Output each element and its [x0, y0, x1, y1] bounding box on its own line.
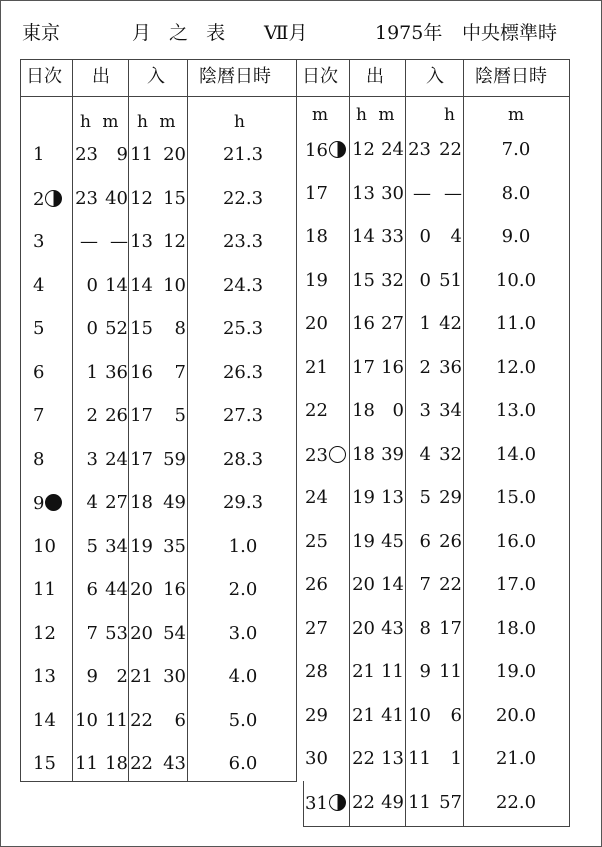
col-header-rise-left: 出	[92, 66, 110, 87]
first-quarter-icon	[45, 190, 62, 207]
day-number: 14	[33, 709, 56, 731]
day-number: 29	[305, 704, 328, 726]
moon-age: 4.0	[228, 666, 258, 687]
set-hour: 3	[419, 400, 431, 421]
day-number: 15	[33, 753, 56, 774]
col-header-age-left: 陰暦日時	[199, 66, 271, 87]
set-minute: 11	[439, 661, 462, 682]
set-minute: 35	[163, 535, 186, 557]
set-hour: 11	[130, 144, 153, 165]
day-number: 19	[305, 269, 328, 291]
day-cell	[305, 446, 346, 465]
day-number: 22	[305, 400, 328, 421]
right-table-extension-rule	[303, 781, 304, 826]
rise-hour: 0	[86, 318, 98, 339]
rise-minute: 26	[105, 405, 128, 426]
set-minute: 30	[163, 666, 186, 687]
set-minute: 16	[163, 579, 186, 600]
set-hour: 20	[130, 622, 153, 644]
moon-age: 24.3	[222, 274, 264, 296]
rise-minute: 27	[381, 313, 404, 334]
day-cell	[33, 755, 56, 773]
set-hour: 20	[130, 579, 153, 600]
set-minute: 22	[439, 574, 462, 595]
day-number: 6	[33, 361, 45, 383]
day-cell	[305, 794, 346, 813]
moon-age: 15.0	[495, 487, 537, 508]
right-table-header-rule	[296, 96, 570, 97]
set-minute: 36	[439, 356, 462, 378]
set-hour: 11	[408, 791, 431, 813]
day-cell	[33, 709, 56, 731]
rise-hour: 23	[75, 144, 98, 165]
day-number: 13	[33, 666, 56, 687]
rise-hour: 20	[352, 574, 375, 595]
moon-age: 25.3	[222, 318, 264, 339]
day-cell	[33, 146, 44, 164]
moon-age: 3.0	[228, 622, 258, 644]
day-number: 18	[305, 226, 328, 247]
set-minute: 5	[174, 405, 186, 426]
rise-hour: 13	[352, 182, 375, 204]
set-minute: 7	[174, 361, 186, 383]
day-cell	[33, 320, 44, 338]
right-column-rule	[463, 59, 464, 826]
day-number: 16	[305, 140, 328, 161]
rise-minute: 33	[381, 226, 404, 247]
rise-hour: 18	[352, 400, 375, 421]
day-number: 5	[33, 318, 45, 339]
rise-hour: 19	[352, 530, 375, 552]
unit-day-right: m	[312, 105, 329, 125]
day-cell	[33, 361, 45, 383]
moon-age: 22.0	[495, 791, 537, 813]
left-column-rule	[187, 59, 188, 781]
rise-hour: 14	[352, 226, 375, 247]
rise-minute: 13	[381, 748, 404, 769]
moon-age: 11.0	[495, 313, 537, 334]
day-number: 24	[305, 487, 328, 508]
day-number: 27	[305, 617, 328, 639]
day-cell	[305, 141, 346, 160]
rise-minute: 27	[105, 492, 128, 513]
rise-hour: 6	[86, 579, 98, 600]
set-hour: 18	[130, 492, 153, 513]
new-moon-icon	[45, 494, 62, 511]
rise-minute: —	[110, 231, 128, 252]
day-cell	[305, 269, 328, 291]
set-minute: 4	[450, 226, 462, 247]
rise-minute: 9	[116, 144, 128, 165]
day-number: 2	[33, 188, 45, 210]
year-label: 1975年	[375, 22, 443, 44]
set-minute: 15	[163, 187, 186, 209]
unit-age-left: h	[234, 112, 245, 132]
day-number: 3	[33, 231, 45, 252]
moon-age: 26.3	[222, 361, 264, 383]
left-table-border	[20, 59, 21, 781]
day-cell	[305, 704, 328, 726]
set-hour: 0	[419, 226, 431, 247]
right-column-rule	[405, 59, 406, 826]
rise-hour: 11	[75, 753, 98, 774]
set-hour: 2	[419, 356, 431, 378]
rise-minute: 30	[381, 182, 404, 204]
right-table-top-rule	[296, 59, 570, 60]
rise-hour: 4	[86, 492, 98, 513]
day-number: 21	[305, 356, 328, 378]
right-column-rule	[349, 59, 350, 826]
day-cell	[33, 622, 56, 644]
rise-minute: 0	[392, 400, 404, 421]
set-hour: 15	[130, 318, 153, 339]
set-hour: 16	[130, 361, 153, 383]
rise-minute: 2	[116, 666, 128, 687]
day-number: 23	[305, 444, 328, 466]
set-hour: 4	[419, 443, 431, 465]
rise-minute: 49	[381, 791, 404, 813]
day-cell	[305, 576, 328, 594]
left-column-rule	[296, 59, 297, 781]
set-minute: 6	[450, 704, 462, 726]
col-header-day-left: 日次	[26, 66, 62, 87]
set-hour: 9	[419, 661, 431, 682]
rise-hour: 21	[352, 661, 375, 682]
day-cell	[305, 663, 328, 681]
day-number: 25	[305, 530, 328, 552]
rise-hour: —	[80, 231, 98, 252]
moon-age: 23.3	[222, 231, 264, 252]
set-minute: 10	[163, 274, 186, 296]
table-title: 月 之 表	[132, 22, 232, 44]
day-number: 12	[33, 622, 56, 644]
moon-age: 17.0	[495, 574, 537, 595]
day-cell	[305, 228, 328, 246]
set-hour: 21	[130, 666, 153, 687]
set-minute: 6	[174, 709, 186, 731]
rise-hour: 10	[75, 709, 98, 731]
day-cell	[33, 190, 62, 209]
rise-minute: 18	[105, 753, 128, 774]
set-minute: 34	[439, 400, 462, 421]
unit-rise-right: h m	[356, 105, 395, 125]
day-cell	[33, 668, 56, 686]
day-cell	[33, 274, 45, 296]
set-minute: 49	[163, 492, 186, 513]
first-quarter-icon	[329, 141, 346, 158]
day-cell	[33, 448, 45, 470]
day-cell	[33, 535, 56, 557]
set-hour: 6	[419, 530, 431, 552]
full-moon-icon	[329, 446, 346, 463]
col-header-day-right: 日次	[302, 66, 338, 87]
moon-age: 12.0	[495, 356, 537, 378]
unit-set-right: h	[444, 105, 455, 125]
rise-minute: 45	[381, 530, 404, 552]
day-number: 30	[305, 748, 328, 769]
moon-age: 9.0	[501, 226, 531, 247]
rise-minute: 11	[381, 661, 404, 682]
set-minute: 57	[439, 791, 462, 813]
moon-age: 19.0	[495, 661, 537, 682]
rise-hour: 17	[352, 356, 375, 378]
set-hour: 11	[408, 748, 431, 769]
day-number: 31	[305, 792, 328, 814]
moon-age: 7.0	[501, 139, 531, 160]
moon-age: 29.3	[222, 492, 264, 513]
set-hour: —	[413, 182, 431, 204]
day-cell	[33, 581, 56, 599]
day-number: 17	[305, 182, 328, 204]
set-hour: 23	[408, 139, 431, 160]
moon-age: 6.0	[228, 753, 258, 774]
moon-age: 22.3	[222, 187, 264, 209]
day-number: 20	[305, 313, 328, 334]
rise-hour: 22	[352, 748, 375, 769]
rise-minute: 14	[381, 574, 404, 595]
moon-age: 2.0	[228, 579, 258, 600]
day-number: 4	[33, 274, 45, 296]
month-label: Ⅶ月	[264, 22, 308, 44]
day-cell	[305, 617, 328, 639]
rise-minute: 36	[105, 361, 128, 383]
set-minute: 51	[439, 269, 462, 291]
day-cell	[33, 494, 62, 513]
set-minute: 42	[439, 313, 462, 334]
rise-hour: 0	[86, 274, 98, 296]
rise-minute: 11	[105, 709, 128, 731]
day-cell	[305, 750, 328, 768]
moon-age: 27.3	[222, 405, 264, 426]
col-header-set-left: 入	[147, 66, 165, 87]
day-cell	[33, 407, 44, 425]
set-hour: 17	[130, 405, 153, 426]
day-number: 9	[33, 493, 45, 514]
day-cell	[33, 233, 44, 251]
day-cell	[305, 182, 328, 204]
rise-hour: 2	[86, 405, 98, 426]
rise-minute: 13	[381, 487, 404, 508]
set-hour: 12	[130, 187, 153, 209]
rise-hour: 7	[86, 622, 98, 644]
rise-minute: 41	[381, 704, 404, 726]
left-table-top-rule	[20, 59, 297, 60]
rise-minute: 16	[381, 356, 404, 378]
rise-hour: 5	[86, 535, 98, 557]
rise-hour: 20	[352, 617, 375, 639]
left-column-rule	[72, 59, 73, 781]
rise-hour: 1	[86, 361, 98, 383]
moon-age: 18.0	[495, 617, 537, 639]
rise-minute: 14	[105, 274, 128, 296]
unit-rise-left: h m	[80, 112, 119, 132]
rise-hour: 21	[352, 704, 375, 726]
set-hour: 8	[419, 617, 431, 639]
set-minute: 8	[174, 318, 186, 339]
set-hour: 5	[419, 487, 431, 508]
set-hour: 0	[419, 269, 431, 291]
set-minute: 59	[163, 448, 186, 470]
moon-age: 1.0	[228, 535, 258, 557]
moon-age: 16.0	[495, 530, 537, 552]
set-hour: 17	[130, 448, 153, 470]
set-minute: 1	[450, 748, 462, 769]
rise-minute: 34	[105, 535, 128, 557]
set-minute: 22	[439, 139, 462, 160]
set-minute: 26	[439, 530, 462, 552]
day-number: 7	[33, 405, 45, 426]
day-number: 10	[33, 535, 56, 557]
rise-hour: 15	[352, 269, 375, 291]
day-cell	[305, 530, 328, 552]
day-cell	[305, 356, 328, 378]
rise-minute: 39	[381, 443, 404, 465]
rise-hour: 18	[352, 443, 375, 465]
col-header-set-right: 入	[426, 66, 444, 87]
timezone-label: 中央標準時	[462, 22, 558, 44]
col-header-age-right: 陰暦日時	[475, 66, 547, 87]
day-number: 28	[305, 661, 328, 682]
moon-age: 21.0	[495, 748, 537, 769]
day-number: 8	[33, 448, 45, 470]
unit-set-left: h m	[137, 112, 176, 132]
set-hour: 1	[419, 313, 431, 334]
rise-minute: 32	[381, 269, 404, 291]
left-table-bottom-rule	[20, 781, 297, 782]
set-hour: 19	[130, 535, 153, 557]
rise-hour: 9	[86, 666, 98, 687]
rise-hour: 12	[352, 139, 375, 160]
right-column-rule	[569, 59, 570, 826]
set-minute: 20	[163, 144, 186, 165]
day-cell	[305, 315, 328, 333]
set-minute: 32	[439, 443, 462, 465]
moon-age: 21.3	[222, 144, 264, 165]
unit-age-right: m	[508, 105, 525, 125]
moon-age: 8.0	[501, 182, 531, 204]
moon-age: 20.0	[495, 704, 537, 726]
rise-hour: 3	[86, 448, 98, 470]
rise-hour: 19	[352, 487, 375, 508]
day-number: 1	[33, 144, 45, 165]
set-minute: 54	[163, 622, 186, 644]
set-minute: 29	[439, 487, 462, 508]
rise-minute: 24	[105, 448, 128, 470]
col-header-rise-right: 出	[366, 66, 384, 87]
set-hour: 7	[419, 574, 431, 595]
set-hour: 22	[130, 709, 153, 731]
rise-minute: 43	[381, 617, 404, 639]
left-column-rule	[128, 59, 129, 781]
rise-hour: 16	[352, 313, 375, 334]
set-hour: 13	[130, 231, 153, 252]
set-minute: —	[444, 182, 462, 204]
set-hour: 14	[130, 274, 153, 296]
rise-hour: 22	[352, 791, 375, 813]
day-number: 11	[33, 579, 56, 600]
left-table-header-rule	[20, 96, 297, 97]
moon-age: 10.0	[495, 269, 537, 291]
rise-minute: 24	[381, 139, 404, 160]
rise-minute: 52	[105, 318, 128, 339]
rise-minute: 53	[105, 622, 128, 644]
set-minute: 43	[163, 753, 186, 774]
set-minute: 17	[439, 617, 462, 639]
day-cell	[305, 402, 328, 420]
rise-hour: 23	[75, 187, 98, 209]
place-name: 東京	[22, 22, 61, 44]
moon-age: 14.0	[495, 443, 537, 465]
day-cell	[305, 489, 328, 507]
moon-age: 13.0	[495, 400, 537, 421]
set-hour: 22	[130, 753, 153, 774]
right-table-bottom-rule	[303, 826, 570, 827]
rise-minute: 40	[105, 187, 128, 209]
day-number: 26	[305, 574, 328, 595]
first-quarter-icon	[329, 794, 346, 811]
moon-age: 28.3	[222, 448, 264, 470]
set-minute: 12	[163, 231, 186, 252]
set-hour: 10	[408, 704, 431, 726]
moon-age: 5.0	[228, 709, 258, 731]
rise-minute: 44	[105, 579, 128, 600]
